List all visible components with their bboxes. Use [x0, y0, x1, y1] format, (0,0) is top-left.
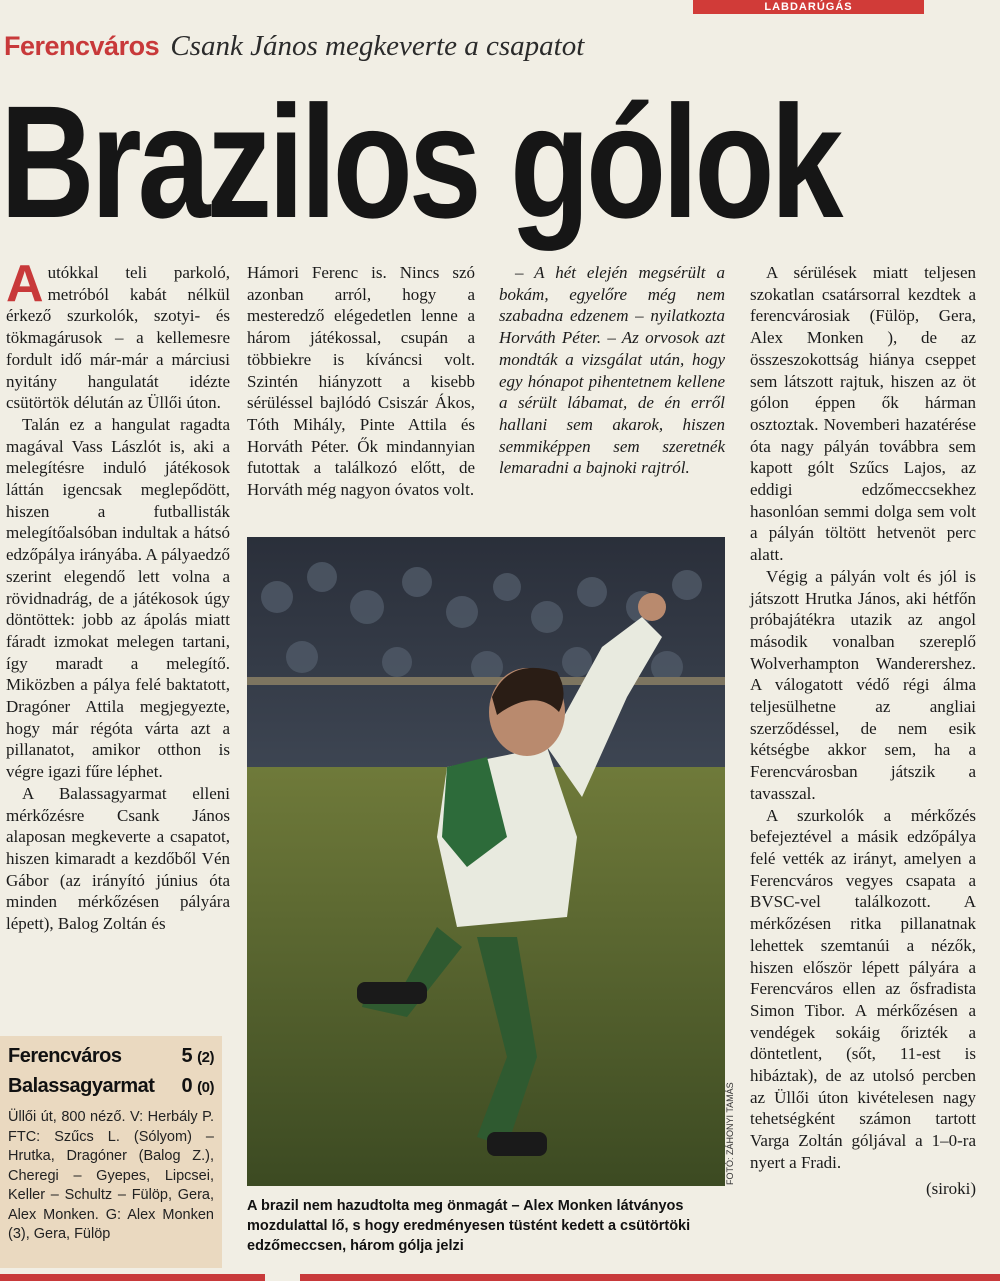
paragraph: Hámori Ferenc is. Nincs szó azonban arról, hogy a mesteredző elégedetlen lenne a három játékossal, csupán a többiekre is kíváncsi volt. Szintén hiányzott a kisebb sérüléssel bajlódó Csiszár Ákos, Tóth Mihály, Pinte Attila és Horváth Péter. Ők mindannyian futottak a találkozó előtt, de Horváth még nagyon óvatos volt. [247, 263, 475, 500]
paragraph: A Balassagyarmat elleni mérkőzésre Csank János alaposan megkeverte a csapatot, hiszen kimaradt a kezdőből Vén Gábor (az irányító június óta minden mérkőzésen pályára lépett), Balog Zoltán és [6, 783, 230, 934]
paragraph: A sérülések miatt teljesen szokatlan csatársorral kezdtek a ferencvárosiak (Fülöp, Gera, Alex Monken ), de az összeszokottság hiánya cseppet sem látszott rajtuk, hiszen az öt gólon éppen ők hárman osztoztak. Novemberi hazatérése óta nagy pályán továbbra sem kapott gólt Szűcs Lajos, az eddigi edzőmeccsekhez hasonlóan semmi dolga sem volt a pályán töltött hetvenöt perc alatt. [750, 263, 976, 565]
player-photo [247, 537, 725, 1186]
paragraph: utókkal teli parkoló, metróból kabát nélkül érkező szurkolók, szotyi- és tökmagárusok – a kellemesre fordult idő már-már a márciusi nyitány hangulatát idézte csütörtök délután az Üllői úton. [6, 263, 230, 413]
kicker-deck: Csank János megkeverte a csapatot [170, 30, 585, 62]
quote-paragraph: – A hét elején megsérült a bokám, egyelőre még nem szabadna edzenem – nyilatkozta Horváth Péter. – Az orvosok azt mondták a vizsgálat után, hogy egy hónapot pihentetnem kellene a sérült lábamat, de én erről hallani sem akarok, hiszen semmiképpen sem szeretnék lemaradni a bajnoki rajtról. [499, 263, 725, 478]
paragraph: Végig a pályán volt és jól is játszott Hrutka János, aki hétfőn próbajátékra utazik az angol második vonalban szereplő Wolverhampton Wanderershez. A válogatott védő régi álma teljesülhetne az angliai szerződéssel, de nem esik kétségbe akkor sem, ha a Ferencvárosban játszik a tavasszal. [750, 566, 976, 803]
home-team-name: Ferencváros [8, 1045, 122, 1067]
bottom-rule [0, 1274, 1000, 1281]
away-score: 0 (0) [181, 1075, 214, 1097]
kicker [4, 26, 584, 66]
away-team-name: Balassagyarmat [8, 1075, 155, 1097]
article-column-2 [247, 262, 475, 501]
home-team-row [8, 1042, 214, 1072]
byline: (siroki) [925, 1178, 976, 1198]
paragraph: Talán ez a hangulat ragadta magával Vass Lászlót is, aki a melegítésre induló játékosok láttán igencsak meglepődött, hiszen a futballisták melegítőalsóban indultak a hátsó edzőpálya irányába. A pályaedző szerint elegendő lett volna a rövidnadrág, de a játékosok úgy döntöttek: jobb az ápolás miatt fáradt izmokat melegen tartani, így maradt a melegítő. Miközben a pálya felé baktatott, Dragóner Attila megjegyezte, hogy már régóta várta azt a pillanatot, amikor otthon is végre igazi fűre léphet. [6, 414, 230, 782]
match-details: Üllői út, 800 néző. V: Herbály P. FTC: Szűcs L. (Sólyom) – Hrutka, Dragóner (Balog Z.), Cheregi – Gyepes, Lipcsei, Keller – Schultz – Fülöp, Gera, Alex Monken. G: Alex Monken (3), Gera, Fülöp [8, 1109, 214, 1242]
article-column-1 [6, 262, 230, 1010]
away-team-row [8, 1072, 214, 1102]
drop-cap: A [6, 262, 44, 313]
kicker-club: Ferencváros [4, 31, 160, 61]
photo-caption: A brazil nem hazudtolta meg önmagát – Alex Monken látványos mozdulattal lő, s hogy eredményesen tüstént kedett a csütörtöki edzőmeccsen, három gólja jelzi [247, 1198, 691, 1254]
score-box [0, 1036, 222, 1268]
photo-credit: FOTÓ: ZÁHONYI TAMÁS [725, 1082, 735, 1185]
bottom-rule-gap [265, 1274, 300, 1281]
article-column-4 [750, 262, 976, 1199]
section-label: LABDARÚGÁS [693, 0, 924, 14]
headline: Brazilos gólok [0, 72, 840, 251]
photo-illustration [247, 537, 725, 1186]
paragraph: A szurkolók a mérkőzés befejeztével a másik edzőpálya felé vették az irányt, amelyen a Ferencváros vegyes csapata a BVSC-vel találkozott. A mérkőzésen ritka pillanatnak lehettek szemtanúi a nézők, hiszen először lépett pályára a Ferencváros ellen az ősfradista Simon Tibor. A mérkőzésen a vendégek sokáig őrizték a döntetlent, (sőt, 11-est is hibáztak), de az utolsó percben az Üllői úton kivételesen nagy tehetségként számon tartott Varga Zoltán góljával a 1–0-ra nyert a Fradi. [750, 805, 976, 1172]
home-score: 5 (2) [181, 1045, 214, 1067]
article-column-3 [499, 262, 725, 479]
